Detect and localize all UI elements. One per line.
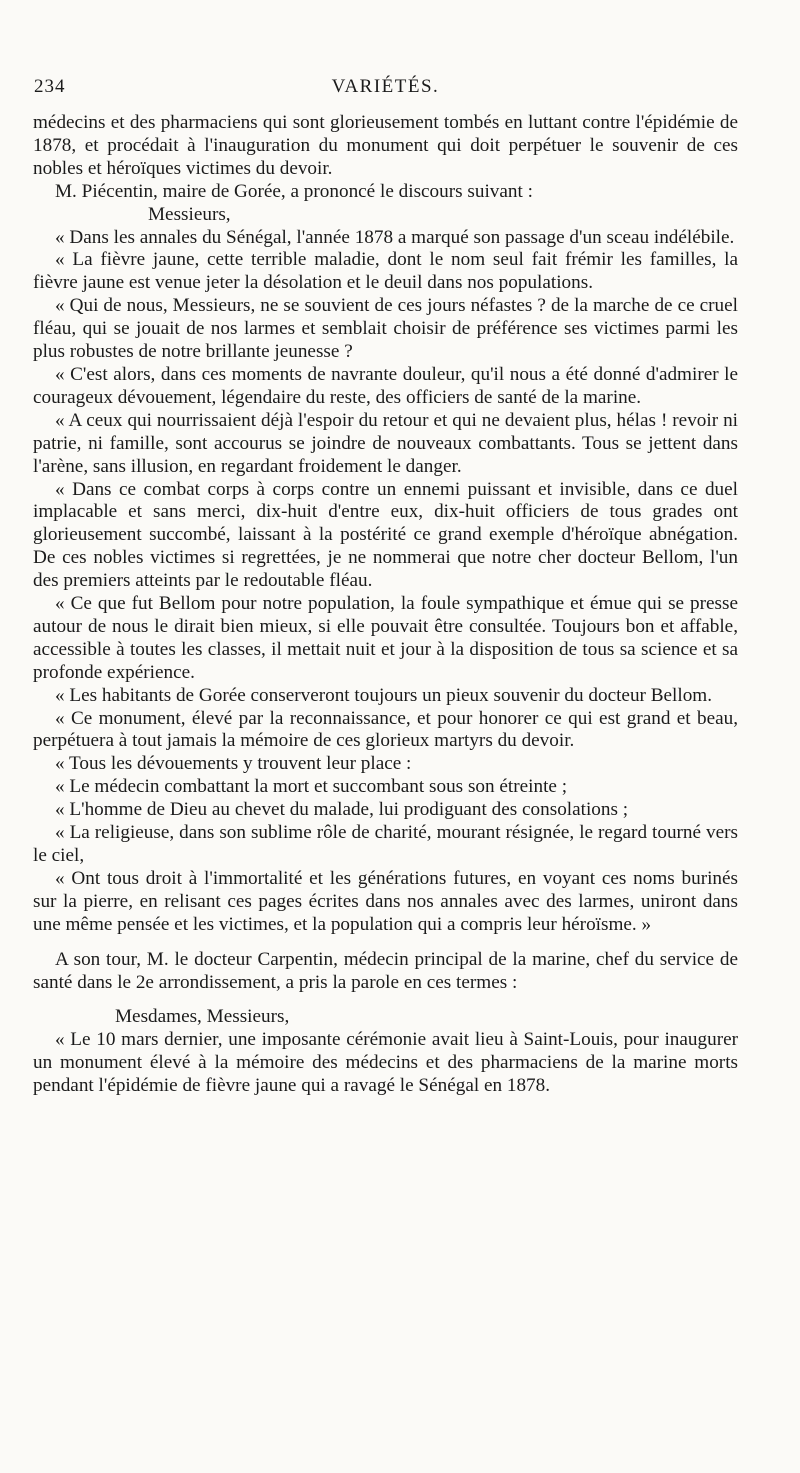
page-number: 234 <box>34 76 66 97</box>
paragraph: « Ce que fut Bellom pour notre population, la foule sympathique et émue qui se presse autour de nous le dirait bien mieux, si elle pouvait être consultée. Toujours bon et affable, accessible à toutes les classes, il mettait nuit et jour à la disposition de tous sa science et sa profonde expérience. <box>33 593 738 683</box>
salutation: Mesdames, Messieurs, <box>115 1006 290 1028</box>
paragraph: « Ce monument, élevé par la reconnaissance, et pour honorer ce qui est grand et beau, perpétuera à tout jamais la mémoire de ces glorieux martyrs du devoir. <box>33 707 738 752</box>
paragraph: « C'est alors, dans ces moments de navrante douleur, qu'il nous a été donné d'admirer le courageux dévouement, légendaire du reste, des officiers de santé de la marine. <box>33 363 738 408</box>
paragraph: « Les habitants de Gorée conserveront toujours un pieux souvenir du docteur Bellom. <box>55 684 713 706</box>
paragraph: « Tous les dévouements y trouvent leur place : <box>55 753 412 775</box>
paragraph: « L'homme de Dieu au chevet du malade, lui prodiguant des consolations ; <box>55 799 629 821</box>
paragraph: M. Piécentin, maire de Gorée, a prononcé le discours suivant : <box>55 180 533 202</box>
paragraph: « La fièvre jaune, cette terrible maladie, dont le nom seul fait frémir les familles, la fièvre jaune est venue jeter la désolation et le deuil dans nos populations. <box>33 249 738 294</box>
paragraph: « Dans les annales du Sénégal, l'année 1878 a marqué son passage d'un sceau indélébile. <box>55 226 735 248</box>
paragraph: « Le médecin combattant la mort et succombant sous son étreinte ; <box>55 776 568 798</box>
paragraph: « A ceux qui nourrissaient déjà l'espoir du retour et qui ne devaient plus, hélas ! revoir ni patrie, ni famille, sont accourus se joindre de nouveaux combattants. Tous se jettent dans l'arène, sans illusion, en regardant froidement le danger. <box>33 409 738 477</box>
paragraph: « La religieuse, dans son sublime rôle de charité, mourant résignée, le regard tourné vers le ciel, <box>33 822 738 866</box>
paragraph: « Le 10 mars dernier, une imposante cérémonie avait lieu à Saint-Louis, pour inaugurer un monument élevé à la mémoire des médecins et des pharmaciens de la marine morts pendant l'épidémie de fièvre jaune qui a ravagé le Sénégal en 1878. <box>33 1029 738 1097</box>
paragraph: A son tour, M. le docteur Carpentin, médecin principal de la marine, chef du service de santé dans le 2e arrondissement, a pris la parole en ces termes : <box>33 948 738 993</box>
paragraph: « Qui de nous, Messieurs, ne se souvient de ces jours néfastes ? de la marche de ce cruel fléau, qui se jouait de nos larmes et semblait choisir de préférence ses victimes parmi les plus robustes de notre brillante jeunesse ? <box>33 295 738 363</box>
salutation: Messieurs, <box>148 203 231 225</box>
paragraph: « Ont tous droit à l'immortalité et les générations futures, en voyant ces noms burinés sur la pierre, en relisant ces pages écrites dans nos annales avec des larmes, uniront dans une même pensée et les victimes, et la population qui a compris leur héroïsme. » <box>33 867 738 935</box>
body-text <box>33 112 738 1098</box>
paragraph: médecins et des pharmaciens qui sont glorieusement tombés en luttant contre l'épidémie de 1878, et procédait à l'inauguration du monument qui doit perpétuer le souvenir de ces nobles et héroïques victimes du devoir. <box>33 112 738 179</box>
paragraph: « Dans ce combat corps à corps contre un ennemi puissant et invisible, dans ce duel implacable et sans merci, dix-huit d'entre eux, dix-huit officiers de tous grades ont glorieusement succombé, laissant à la postérité ce grand exemple d'héroïque abnégation. De ces nobles victimes si regrettées, je ne nommerai que notre cher docteur Bellom, l'un des premiers atteints par le redoutable fléau. <box>33 478 738 592</box>
running-head <box>33 76 738 100</box>
running-title: VARIÉTÉS. <box>331 76 440 97</box>
